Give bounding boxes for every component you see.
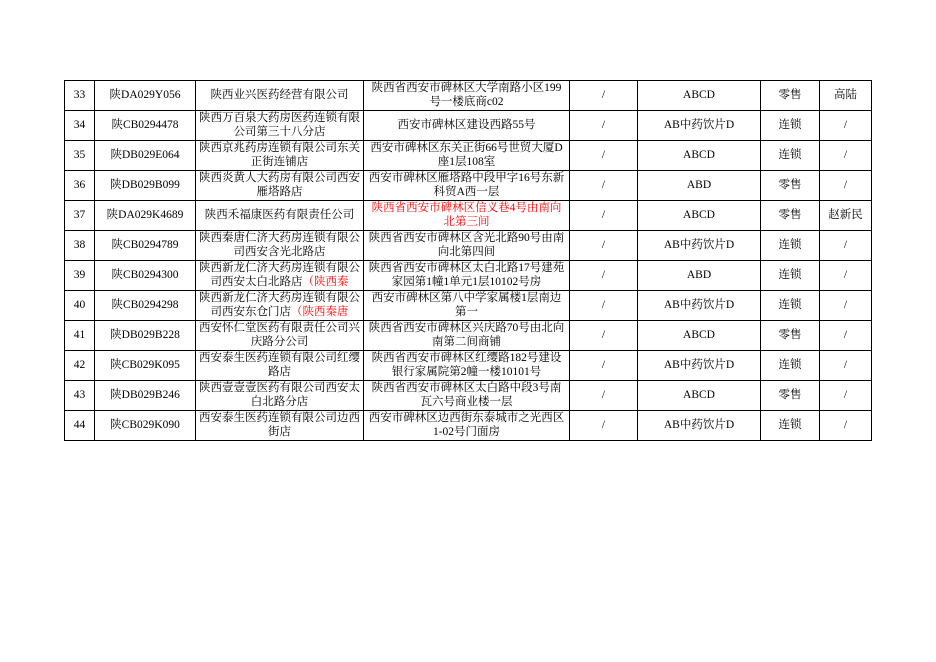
cell-name: 西安怀仁堂医药有限责任公司兴庆路分公司 xyxy=(196,321,364,351)
cell-person: / xyxy=(820,171,872,201)
cell-scope: AB中药饮片D xyxy=(638,111,761,141)
cell-type: 连锁 xyxy=(761,261,820,291)
cell-address: 陕西省西安市碑林区太白路中段3号南瓦六号商业楼一层 xyxy=(364,381,570,411)
cell-code: 陕CB0294300 xyxy=(95,261,196,291)
cell-index: 36 xyxy=(65,171,95,201)
table-row xyxy=(65,381,872,411)
cell-name: 西安泰生医药连锁有限公司边西街店 xyxy=(196,411,364,441)
cell-type: 零售 xyxy=(761,381,820,411)
cell-mark: / xyxy=(570,231,638,261)
cell-person: 高陆 xyxy=(820,81,872,111)
cell-index: 42 xyxy=(65,351,95,381)
cell-address: 陕西省西安市碑林区大学南路小区199号一楼底商c02 xyxy=(364,81,570,111)
cell-mark: / xyxy=(570,201,638,231)
cell-address: 西安市碑林区第八中学家属楼1层南边第一 xyxy=(364,291,570,321)
cell-type: 连锁 xyxy=(761,411,820,441)
cell-mark: / xyxy=(570,321,638,351)
cell-person: / xyxy=(820,381,872,411)
cell-scope: AB中药饮片D xyxy=(638,231,761,261)
table-row xyxy=(65,231,872,261)
cell-index: 39 xyxy=(65,261,95,291)
cell-code: 陕DB029B246 xyxy=(95,381,196,411)
cell-code: 陕DB029B228 xyxy=(95,321,196,351)
table-body xyxy=(65,81,872,441)
cell-code: 陕DA029K4689 xyxy=(95,201,196,231)
cell-code: 陕CB0294478 xyxy=(95,111,196,141)
cell-person: / xyxy=(820,111,872,141)
cell-type: 零售 xyxy=(761,321,820,351)
cell-person: / xyxy=(820,231,872,261)
cell-code: 陕CB0294298 xyxy=(95,291,196,321)
cell-name: 陕西禾福康医药有限责任公司 xyxy=(196,201,364,231)
cell-address: 陕西省西安市碑林区红缨路182号建设银行家属院第2幢一楼10101号 xyxy=(364,351,570,381)
cell-name-red-suffix: （陕西秦唐 xyxy=(291,305,349,318)
cell-name: 西安泰生医药连锁有限公司红缨路店 xyxy=(196,351,364,381)
cell-person: / xyxy=(820,291,872,321)
table-row xyxy=(65,111,872,141)
cell-mark: / xyxy=(570,411,638,441)
cell-type: 连锁 xyxy=(761,141,820,171)
cell-index: 35 xyxy=(65,141,95,171)
cell-scope: ABCD xyxy=(638,201,761,231)
cell-code: 陕CB0294789 xyxy=(95,231,196,261)
cell-scope: ABD xyxy=(638,261,761,291)
cell-address: 西安市碑林区雁塔路中段甲字16号东新科贸A西一层 xyxy=(364,171,570,201)
cell-mark: / xyxy=(570,171,638,201)
cell-index: 33 xyxy=(65,81,95,111)
cell-person: / xyxy=(820,411,872,441)
cell-address: 西安市碑林区边西街东泰城市之光西区1-02号门面房 xyxy=(364,411,570,441)
cell-code: 陕DA029Y056 xyxy=(95,81,196,111)
cell-mark: / xyxy=(570,141,638,171)
cell-person: 赵新民 xyxy=(820,201,872,231)
table-row xyxy=(65,261,872,291)
table-row xyxy=(65,321,872,351)
cell-person: / xyxy=(820,141,872,171)
table-row xyxy=(65,201,872,231)
cell-index: 38 xyxy=(65,231,95,261)
cell-type: 连锁 xyxy=(761,351,820,381)
cell-mark: / xyxy=(570,381,638,411)
cell-address: 陕西省西安市碑林区兴庆路70号由北向南第二间商铺 xyxy=(364,321,570,351)
cell-scope: AB中药饮片D xyxy=(638,411,761,441)
cell-code: 陕CB029K095 xyxy=(95,351,196,381)
cell-scope: ABCD xyxy=(638,381,761,411)
cell-name-red-suffix: （陕西秦 xyxy=(302,275,349,288)
table-row xyxy=(65,141,872,171)
cell-index: 37 xyxy=(65,201,95,231)
cell-address: 西安市碑林区建设西路55号 xyxy=(364,111,570,141)
cell-name: 陕西秦唐仁济大药房连锁有限公司西安含光北路店 xyxy=(196,231,364,261)
cell-type: 连锁 xyxy=(761,111,820,141)
cell-person: / xyxy=(820,321,872,351)
cell-scope: AB中药饮片D xyxy=(638,291,761,321)
cell-name: 陕西新龙仁济大药房连锁有限公司西安东仓门店（陕西秦唐 xyxy=(196,291,364,321)
cell-name: 陕西京兆药房连锁有限公司东关正街连铺店 xyxy=(196,141,364,171)
cell-scope: ABCD xyxy=(638,81,761,111)
cell-name: 陕西炎黄人大药房有限公司西安雁塔路店 xyxy=(196,171,364,201)
cell-type: 连锁 xyxy=(761,291,820,321)
cell-address: 陕西省西安市碑林区信义巷4号由南向北第三间 xyxy=(364,201,570,231)
cell-scope: ABCD xyxy=(638,141,761,171)
cell-person: / xyxy=(820,261,872,291)
cell-index: 34 xyxy=(65,111,95,141)
cell-type: 零售 xyxy=(761,201,820,231)
cell-name: 陕西业兴医药经营有限公司 xyxy=(196,81,364,111)
cell-mark: / xyxy=(570,261,638,291)
cell-mark: / xyxy=(570,351,638,381)
cell-address: 陕西省西安市碑林区含光北路90号由南向北第四间 xyxy=(364,231,570,261)
cell-person: / xyxy=(820,351,872,381)
cell-index: 40 xyxy=(65,291,95,321)
cell-type: 连锁 xyxy=(761,231,820,261)
cell-name: 陕西新龙仁济大药房连锁有限公司西安太白北路店（陕西秦 xyxy=(196,261,364,291)
pharmacy-license-table xyxy=(64,80,872,441)
cell-index: 44 xyxy=(65,411,95,441)
table-row xyxy=(65,351,872,381)
table-row xyxy=(65,171,872,201)
cell-name: 陕西壹壹壹医药有限公司西安太白北路分店 xyxy=(196,381,364,411)
cell-type: 零售 xyxy=(761,171,820,201)
cell-code: 陕CB029K090 xyxy=(95,411,196,441)
cell-index: 41 xyxy=(65,321,95,351)
table-row xyxy=(65,411,872,441)
pharmacy-license-table-wrap xyxy=(64,80,871,441)
cell-scope: ABD xyxy=(638,171,761,201)
cell-index: 43 xyxy=(65,381,95,411)
cell-mark: / xyxy=(570,111,638,141)
cell-scope: ABCD xyxy=(638,321,761,351)
cell-mark: / xyxy=(570,291,638,321)
cell-code: 陕DB029B099 xyxy=(95,171,196,201)
table-row xyxy=(65,81,872,111)
cell-name: 陕西万百泉大药房医药连锁有限公司第三十八分店 xyxy=(196,111,364,141)
cell-address: 西安市碑林区东关正街66号世贸大厦D座1层108室 xyxy=(364,141,570,171)
cell-address: 陕西省西安市碑林区太白北路17号建苑家园第1幢1单元1层10102号房 xyxy=(364,261,570,291)
cell-mark: / xyxy=(570,81,638,111)
cell-scope: AB中药饮片D xyxy=(638,351,761,381)
table-row xyxy=(65,291,872,321)
cell-code: 陕DB029E064 xyxy=(95,141,196,171)
cell-type: 零售 xyxy=(761,81,820,111)
